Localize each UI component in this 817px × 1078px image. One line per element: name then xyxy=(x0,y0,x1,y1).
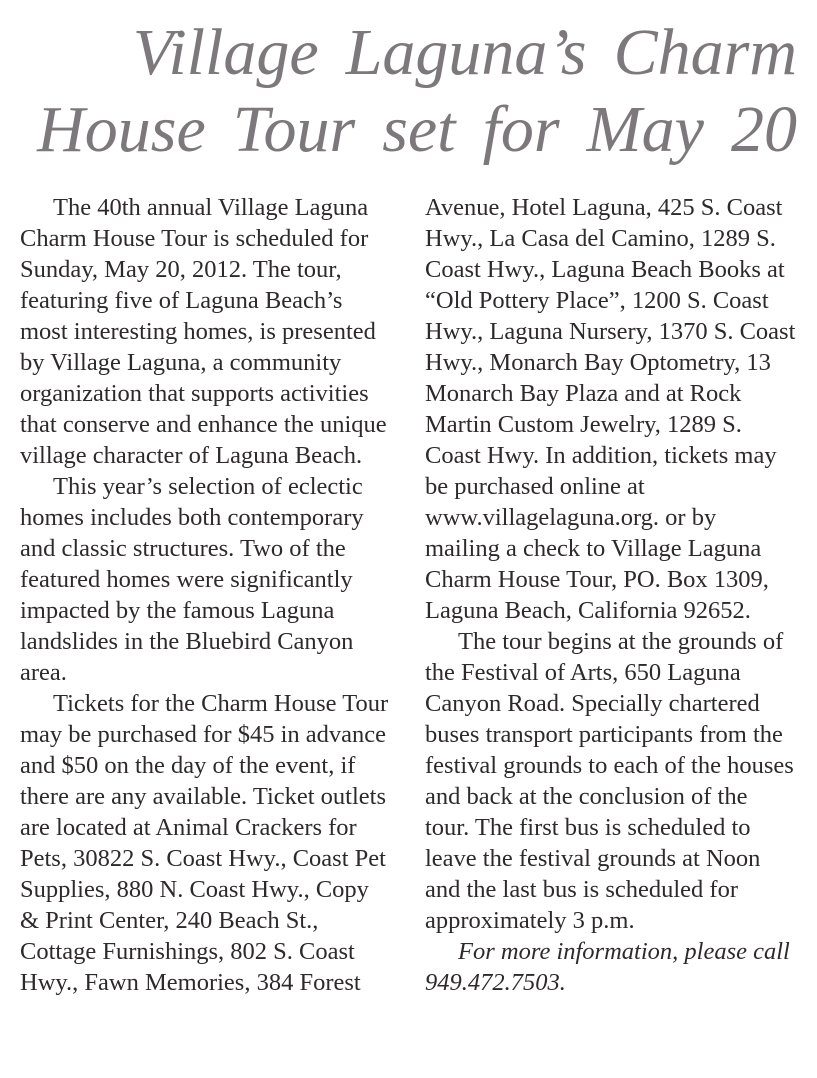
right-column xyxy=(425,192,797,998)
headline-line-1: Village Laguna’s Charm xyxy=(132,16,797,89)
article-columns xyxy=(20,192,797,998)
paragraph-tickets-continued: Avenue, Hotel Laguna, 425 S. Coast Hwy., La Casa del Camino, 1289 S. Coast Hwy., Laguna Beach Books at “Old Pottery Place”, 1200 S. Coast Hwy., Laguna Nursery, 1370 S. Coast Hwy., Monarch Bay Optometry, 13 Monarch Bay Plaza and at Rock Martin Custom Jewelry, 1289 S. Coast Hwy. In addition, tickets may be purchased online at www.villagelaguna.org. or by mailing a check to Village Laguna Charm House Tour, PO. Box 1309, Laguna Beach, California 92652. xyxy=(425,194,796,624)
paragraph-more-information: For more information, please call 949.472.7503. xyxy=(425,938,790,996)
paragraph-tickets: Tickets for the Charm House Tour may be purchased for $45 in advance and $50 on the day of the event, if there are any available. Ticket outlets are located at Animal Crackers for Pets, 30822 S. Coast Hwy., Coast Pet Supplies, 880 N. Coast Hwy., Copy & Print Center, 240 Beach St., Cottage Furnishings, 802 S. Coast Hwy., Fawn Memories, 384 Forest xyxy=(20,690,389,996)
paragraph-tour-logistics: The tour begins at the grounds of the Festival of Arts, 650 Laguna Canyon Road. Specially chartered buses transport participants from the festival grounds to each of the houses and back at the conclusion of the tour. The first bus is scheduled to leave the festival grounds at Noon and the last bus is scheduled for approximately 3 p.m. xyxy=(425,628,794,934)
paragraph-selection: This year’s selection of eclectic homes includes both contemporary and classic structures. Two of the featured homes were significantly impacted by the famous Laguna landslides in the Bluebird Canyon area. xyxy=(20,473,364,686)
headline xyxy=(20,12,797,168)
headline-line-2: House Tour set for May 20 xyxy=(37,93,797,166)
paragraph-intro: The 40th annual Village Laguna Charm House Tour is scheduled for Sunday, May 20, 2012. The tour, featuring five of Laguna Beach’s most interesting homes, is presented by Village Laguna, a community organization that supports activities that conserve and enhance the unique village character of Laguna Beach. xyxy=(20,194,387,469)
left-column xyxy=(20,192,392,998)
